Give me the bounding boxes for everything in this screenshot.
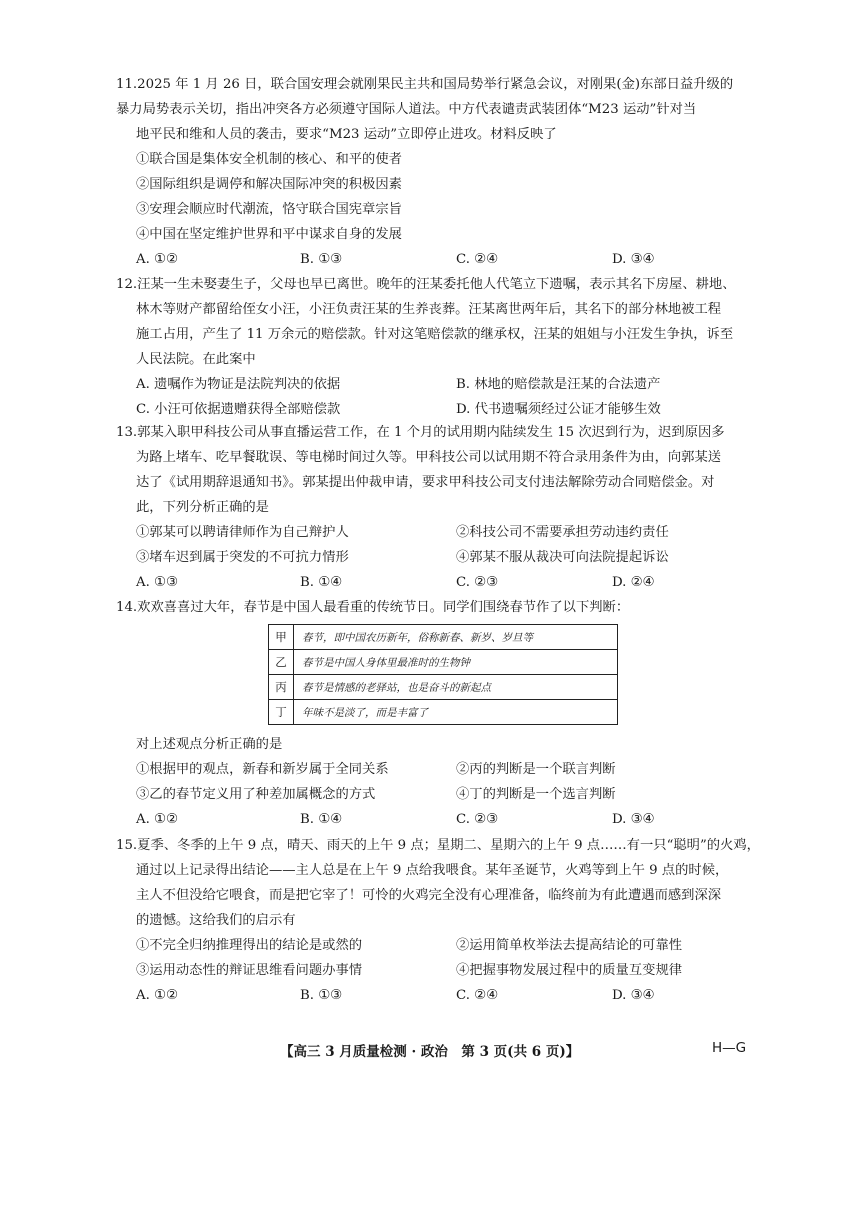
page-footer [0, 1040, 867, 1066]
statements-row [116, 958, 756, 983]
option-a: A. ①② [136, 812, 178, 827]
question-text: 通过以上记录得出结论——主人总是在上午 9 点给我喂食。某年圣诞节，火鸡等到上午 9 点的时候， [136, 863, 729, 878]
question-12 [116, 272, 756, 422]
options-row [116, 807, 756, 832]
question-14-continued [116, 732, 756, 832]
question-text: 达了《试用期辞退通知书》。郭某提出仲裁申请，要求甲科技公司支付违法解除劳动合同赔偿金。对 [136, 475, 715, 490]
question-text: 人民法院。在此案中 [136, 352, 256, 367]
option-d: D. 代书遗嘱须经过公证才能够生效 [456, 402, 661, 417]
row-key: 丙 [269, 675, 294, 700]
option-c: C. ②④ [456, 988, 498, 1003]
statement-item: ①联合国是集体安全机制的核心、和平的使者 [136, 152, 402, 167]
question-text: 12.汪某一生未娶妻生子，父母也早已离世。晚年的汪某委托他人代笔立下遗嘱，表示其名下房屋、耕地、 [116, 277, 736, 292]
footer-title: 【高三 3 月质量检测 · 政治 第 3 页(共 6 页)】 [280, 1044, 580, 1060]
option-b: B. ①④ [300, 575, 343, 590]
statement-item: ②国际组织是调停和解决国际冲突的积极因素 [136, 177, 402, 192]
judgment-table [268, 624, 618, 725]
option-d: D. ③④ [612, 988, 655, 1003]
option-d: D. ③④ [612, 812, 655, 827]
question-text: 15.夏季、冬季的上午 9 点，晴天、雨天的上午 9 点；星期二、星期六的上午 9 点……有一只“聪明”的火鸡， [116, 838, 760, 853]
question-text: 为路上堵车、吃早餐耽误、等电梯时间过久等。甲科技公司以试用期不符合录用条件为由，向郭某送 [136, 450, 722, 465]
row-key: 乙 [269, 650, 294, 675]
option-a: A. ①② [136, 252, 178, 267]
question-text: 此，下列分析正确的是 [136, 500, 269, 515]
row-value: 春节是中国人身体里最准时的生物钟 [294, 650, 618, 675]
option-b: B. 林地的赔偿款是汪某的合法遗产 [456, 377, 661, 392]
statements-row [116, 782, 756, 807]
option-a: A. ①③ [136, 575, 178, 590]
table-row [269, 700, 618, 725]
question-text: 对上述观点分析正确的是 [136, 737, 283, 752]
statement-item: ②科技公司不需要承担劳动违约责任 [456, 525, 669, 540]
options-row [116, 397, 756, 422]
table-row [269, 650, 618, 675]
statement-item: ③堵车迟到属于突发的不可抗力情形 [136, 550, 349, 565]
option-c: C. ②③ [456, 575, 498, 590]
table-row [269, 625, 618, 650]
options-row [116, 983, 756, 1008]
question-text: 14.欢欢喜喜过大年，春节是中国人最看重的传统节日。同学们围绕春节作了以下判断： [116, 600, 630, 615]
statement-item: ②丙的判断是一个联言判断 [456, 762, 616, 777]
statement-item: ③乙的春节定义用了种差加属概念的方式 [136, 787, 376, 802]
statement-item: ①不完全归纳推理得出的结论是或然的 [136, 938, 363, 953]
options-row [116, 570, 756, 595]
option-b: B. ①④ [300, 812, 343, 827]
table-row [269, 675, 618, 700]
options-row [116, 247, 756, 272]
question-text: 的遗憾。这给我们的启示有 [136, 913, 296, 928]
question-text: 11.2025 年 1 月 26 日，联合国安理会就刚果民主共和国局势举行紧急会议，对刚果(金)东部日益升级的 [116, 77, 734, 92]
row-key: 甲 [269, 625, 294, 650]
option-a: A. 遗嘱作为物证是法院判决的依据 [136, 377, 341, 392]
option-c: C. ②④ [456, 252, 498, 267]
statements-row [116, 757, 756, 782]
statement-item: ④中国在坚定维护世界和平中谋求自身的发展 [136, 227, 402, 242]
option-b: B. ①③ [300, 252, 343, 267]
row-value: 春节，即中国农历新年，俗称新春、新岁、岁旦等 [294, 625, 618, 650]
option-a: A. ①② [136, 988, 178, 1003]
statement-item: ②运用简单枚举法去提高结论的可靠性 [456, 938, 683, 953]
question-13 [116, 420, 756, 595]
row-key: 丁 [269, 700, 294, 725]
question-15 [116, 833, 760, 1008]
option-c: C. ②③ [456, 812, 498, 827]
row-value: 年味不是淡了，而是丰富了 [294, 700, 618, 725]
option-d: D. ②④ [612, 575, 655, 590]
statement-item: ③安理会顺应时代潮流，恪守联合国宪章宗旨 [136, 202, 402, 217]
footer-code: H—G [712, 1040, 747, 1056]
statements-row [116, 520, 756, 545]
statement-item: ③运用动态性的辩证思维看问题办事情 [136, 963, 363, 978]
option-d: D. ③④ [612, 252, 655, 267]
option-c: C. 小汪可依据遗赠获得全部赔偿款 [136, 402, 341, 417]
statement-item: ④把握事物发展过程中的质量互变规律 [456, 963, 683, 978]
statement-item: ①根据甲的观点，新春和新岁属于全同关系 [136, 762, 389, 777]
statements-row [116, 545, 756, 570]
statement-item: ④丁的判断是一个选言判断 [456, 787, 616, 802]
question-text: 暴力局势表示关切，指出冲突各方必须遵守国际人道法。中方代表谴责武装团体“M23 运动”针对当 [116, 102, 697, 117]
question-text: 施工占用，产生了 11 万余元的赔偿款。针对这笔赔偿款的继承权，汪某的姐姐与小汪发生争执，诉至 [136, 327, 734, 342]
statements-row [116, 933, 756, 958]
statement-item: ①郭某可以聘请律师作为自己辩护人 [136, 525, 349, 540]
question-text: 地平民和维和人员的袭击，要求“M23 运动”立即停止进攻。材料反映了 [136, 127, 557, 142]
question-text: 主人不但没给它喂食，而是把它宰了！可怜的火鸡完全没有心理准备，临终前为有此遭遇而感到深深 [136, 888, 722, 903]
options-row [116, 372, 756, 397]
question-text: 13.郭某入职甲科技公司从事直播运营工作，在 1 个月的试用期内陆续发生 15 次迟到行为，迟到原因多 [116, 425, 725, 440]
question-11 [116, 72, 756, 272]
question-text: 林木等财产都留给侄女小汪，小汪负责汪某的生养丧葬。汪某离世两年后，其名下的部分林地被工程 [136, 302, 722, 317]
option-b: B. ①③ [300, 988, 343, 1003]
question-14 [116, 595, 756, 620]
statement-item: ④郭某不服从裁决可向法院提起诉讼 [456, 550, 669, 565]
row-value: 春节是情感的老驿站，也是奋斗的新起点 [294, 675, 618, 700]
